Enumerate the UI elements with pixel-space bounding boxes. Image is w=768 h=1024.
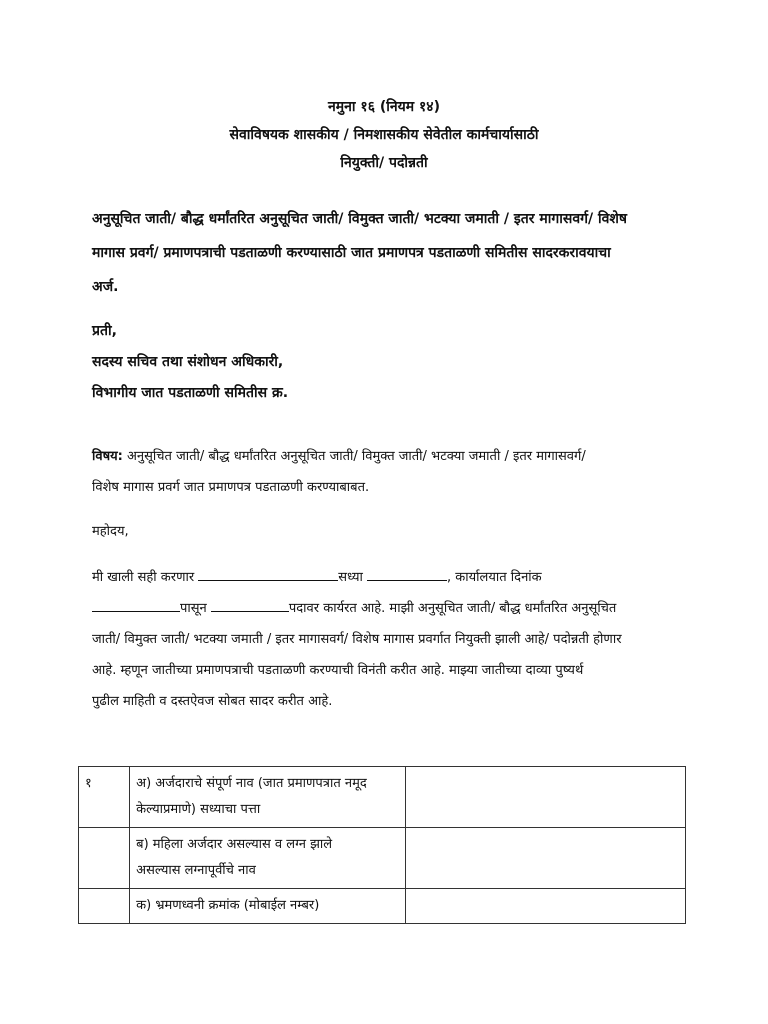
form-purpose: नियुक्ती/ पदोन्नती bbox=[340, 155, 428, 171]
table-row bbox=[79, 889, 686, 924]
maiden-name-field[interactable] bbox=[406, 828, 686, 889]
row-label bbox=[130, 767, 406, 828]
subject-label: विषय: bbox=[92, 449, 123, 464]
form-title: नमुना १६ (नियम १४) bbox=[328, 99, 440, 115]
row-label-line: ब) महिला अर्जदार असल्यास व लग्न झाले bbox=[136, 837, 333, 852]
application-title bbox=[92, 202, 682, 304]
body-text: , कार्यालयात दिनांक bbox=[447, 570, 542, 585]
applicant-name-address-field[interactable] bbox=[406, 767, 686, 828]
subject-block bbox=[92, 441, 692, 503]
current-post-blank-field[interactable] bbox=[367, 564, 447, 581]
addressee-committee: विभागीय जात पडताळणी समितीस क्र. bbox=[92, 385, 289, 401]
mobile-number-field[interactable] bbox=[406, 889, 686, 924]
body-text: पासून bbox=[180, 601, 211, 616]
row-label-line: असल्यास लग्नापूर्वीचे नाव bbox=[136, 863, 256, 878]
table-row bbox=[79, 767, 686, 828]
form-subtitle: सेवाविषयक शासकीय / निमशासकीय सेवेतील कार्मचार्यासाठी bbox=[229, 127, 539, 143]
row-label bbox=[130, 889, 406, 924]
body-text: पदावर कार्यरत आहे. माझी अनुसूचित जाती/ बौद्ध धर्मांतरित अनुसूचित bbox=[288, 601, 617, 616]
row-number bbox=[79, 889, 130, 924]
row-number: १ bbox=[79, 767, 130, 828]
addressee-to: प्रती, bbox=[92, 323, 117, 339]
subject-text: विशेष मागास प्रवर्ग जात प्रमाणपत्र पडताळणी करण्याबाबत. bbox=[92, 480, 370, 495]
body-paragraph bbox=[92, 562, 692, 717]
row-label-line: केल्याप्रमाणे) सध्याचा पत्ता bbox=[136, 802, 261, 817]
application-title-line: अर्ज. bbox=[92, 279, 119, 295]
table-row bbox=[79, 828, 686, 889]
form-heading bbox=[0, 93, 768, 177]
applicant-details-table bbox=[78, 766, 686, 924]
row-number bbox=[79, 828, 130, 889]
row-label bbox=[130, 828, 406, 889]
body-text: जाती/ विमुक्त जाती/ भटक्या जमाती / इतर मागासवर्ग/ विशेष मागास प्रवर्गात नियुक्ती झाली आहे/ पदोन्नती होणार bbox=[92, 632, 622, 647]
application-title-line: मागास प्रवर्ग/ प्रमाणपत्राची पडताळणी करण्यासाठी जात प्रमाणपत्र पडताळणी समितीस सादरकरावयाचा bbox=[92, 245, 611, 261]
subject-text: अनुसूचित जाती/ बौद्ध धर्मांतरित अनुसूचित जाती/ विमुक्त जाती/ भटक्या जमाती / इतर मागासवर्ग/ bbox=[122, 449, 586, 464]
row-label-line: क) भ्रमणध्वनी क्रमांक (मोबाईल नम्बर) bbox=[136, 898, 320, 913]
body-text: सध्या bbox=[338, 570, 368, 585]
application-title-line: अनुसूचित जाती/ बौद्ध धर्मांतरित अनुसूचित जाती/ विमुक्त जाती/ भटक्या जमाती / इतर मागासवर्ग/ विशेष bbox=[92, 211, 627, 227]
salutation-text: महोदय, bbox=[92, 524, 129, 539]
body-text: पुढील माहिती व दस्तऐवज सोबत सादर करीत आहे. bbox=[92, 694, 333, 709]
date-blank-field[interactable] bbox=[92, 595, 180, 612]
salutation bbox=[92, 516, 692, 547]
name-blank-field[interactable] bbox=[198, 564, 338, 581]
post-blank-field[interactable] bbox=[211, 595, 289, 612]
body-text: मी खाली सही करणार bbox=[92, 570, 199, 585]
row-label-line: अ) अर्जदाराचे संपूर्ण नाव (जात प्रमाणपत्रात नमूद bbox=[136, 776, 367, 791]
body-text: आहे. म्हणून जातीच्या प्रमाणपत्राची पडताळणी करण्याची विनंती करीत आहे. माझ्या जातीच्या दाव्या पुष्यर्थ bbox=[92, 663, 584, 678]
addressee-block bbox=[92, 316, 682, 409]
addressee-officer: सदस्य सचिव तथा संशोधन अधिकारी, bbox=[92, 354, 284, 370]
